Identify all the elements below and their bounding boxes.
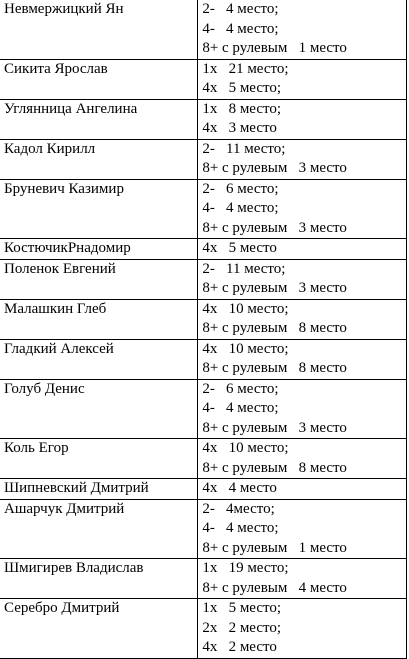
table-row: [0, 59, 407, 99]
results-cell: [198, 379, 407, 439]
table-row: [0, 239, 407, 260]
table-row: [0, 139, 407, 179]
athlete-name-cell: Ашарчук Дмитрий: [0, 499, 198, 559]
results-cell: [198, 179, 407, 239]
table-row: [0, 0, 407, 59]
table-row: [0, 339, 407, 379]
result-line: 4- 4 место;: [202, 200, 279, 216]
result-line: 1х 5 место;: [202, 600, 282, 616]
athlete-name-cell: Сикита Ярослав: [0, 59, 198, 99]
results-cell: [198, 0, 407, 59]
result-line: 1х 19 место;: [202, 560, 289, 576]
result-line: 8+ с рулевым 1 место: [202, 40, 347, 56]
athlete-name-cell: Углянница Ангелина: [0, 99, 198, 139]
results-cell: [198, 559, 407, 599]
result-line: 2- 6 место;: [202, 380, 279, 397]
athlete-name-cell: Шмигирев Владислав: [0, 559, 198, 599]
table-row: [0, 559, 407, 599]
result-line: 8+ с рулевым 3 место: [202, 280, 347, 296]
athlete-name-cell: Малашкин Глеб: [0, 299, 198, 339]
table-row: [0, 379, 407, 439]
athlete-name-cell: Бруневич Казимир: [0, 179, 198, 239]
results-cell: [198, 479, 407, 500]
result-line: 4х 5 место: [202, 240, 277, 256]
result-line: 4х 5 место;: [202, 80, 282, 96]
athlete-name-cell: Серебро Дмитрий: [0, 599, 198, 659]
result-line: 4- 4 место;: [202, 400, 279, 416]
table-row: [0, 179, 407, 239]
result-line: 2- 11 место;: [202, 260, 286, 277]
result-line: 8+ с рулевым 1 место: [202, 539, 347, 556]
result-line: 8+ с рулевым 4 место: [202, 579, 347, 596]
athlete-name-cell: Голуб Денис: [0, 379, 198, 439]
result-line: 1х 21 место;: [202, 60, 289, 77]
result-line: 8+ с рулевым 8 место: [202, 459, 347, 476]
results-cell: [198, 299, 407, 339]
athlete-name-cell: Гладкий Алексей: [0, 339, 198, 379]
results-cell: [198, 339, 407, 379]
table-row: [0, 499, 407, 559]
results-cell: [198, 239, 407, 260]
result-line: 4х 4 место: [202, 480, 277, 496]
table-row: [0, 439, 407, 479]
result-line: 8+ с рулевым 8 место: [202, 360, 347, 376]
table-row: [0, 99, 407, 139]
results-cell: [198, 499, 407, 559]
result-line: 2- 6 место;: [202, 180, 279, 197]
result-line: 4х 10 место;: [202, 440, 289, 456]
result-line: 8+ с рулевым 3 место: [202, 219, 347, 236]
results-cell: [198, 259, 407, 299]
result-line: 4х 10 место;: [202, 340, 289, 357]
results-cell: [198, 59, 407, 99]
result-line: 4х 10 место;: [202, 300, 289, 317]
results-cell: [198, 599, 407, 659]
table-row: [0, 259, 407, 299]
result-line: 4х 2 место: [202, 639, 277, 655]
results-cell: [198, 439, 407, 479]
result-line: 8+ с рулевым 3 место: [202, 419, 347, 436]
result-line: 4- 4 место;: [202, 20, 279, 37]
athlete-name-cell: Поленок Евгений: [0, 259, 198, 299]
athlete-name-cell: Шипневский Дмитрий: [0, 479, 198, 500]
athlete-name-cell: Кадол Кирилл: [0, 139, 198, 179]
result-line: 8+ с рулевым 8 место: [202, 320, 347, 336]
result-line: 4- 4 место;: [202, 520, 279, 536]
result-line: 2- 4 место;: [202, 1, 279, 17]
table-row: [0, 299, 407, 339]
results-cell: [198, 139, 407, 179]
result-line: 2х 2 место;: [202, 619, 282, 636]
athlete-name-cell: КостючикРнадомир: [0, 239, 198, 260]
athlete-name-cell: Коль Егор: [0, 439, 198, 479]
result-line: 8+ с рулевым 3 место: [202, 160, 347, 176]
result-line: 2- 11 место;: [202, 140, 286, 157]
result-line: 1х 8 место;: [202, 100, 282, 117]
athlete-name-cell: Невмержицкий Ян: [0, 0, 198, 59]
result-line: 2- 4место;: [202, 500, 275, 517]
table-row: [0, 599, 407, 659]
results-cell: [198, 99, 407, 139]
table-row: [0, 479, 407, 500]
result-line: 4х 3 место: [202, 120, 277, 136]
